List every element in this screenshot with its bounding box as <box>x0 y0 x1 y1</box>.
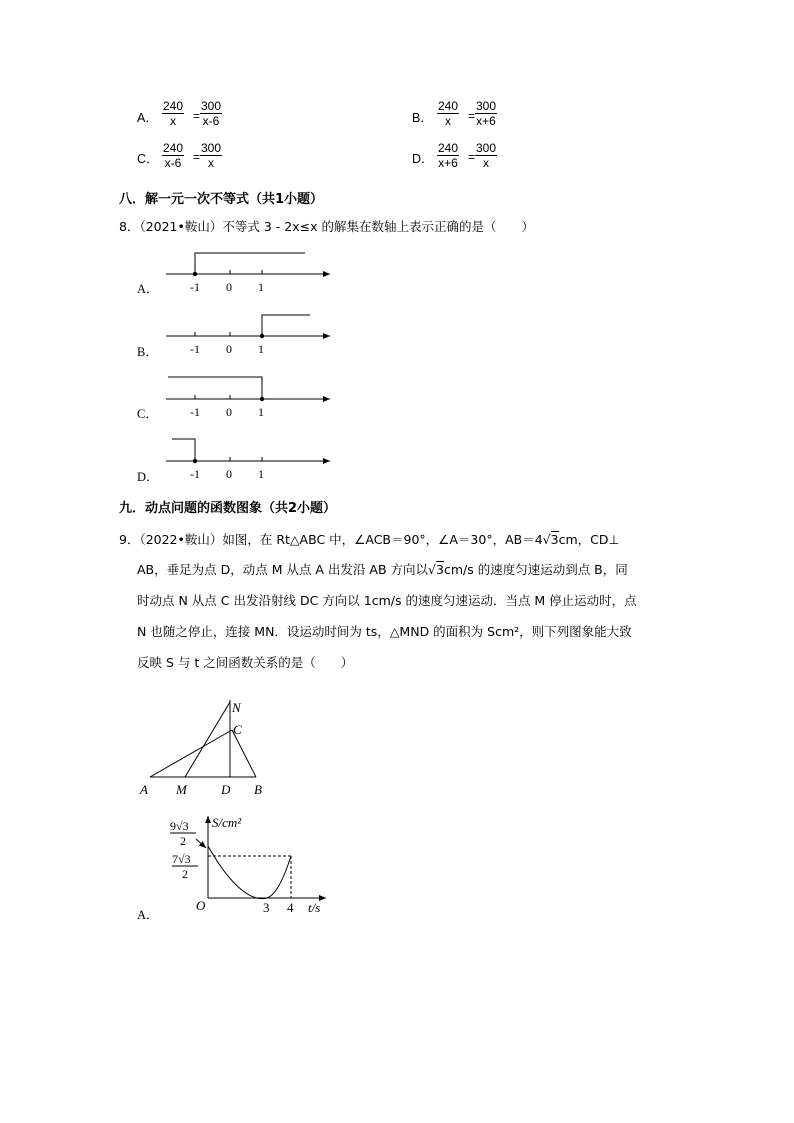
option-label: D． <box>137 470 159 484</box>
tick-label: 1 <box>258 342 264 356</box>
option-label: D． <box>412 152 434 166</box>
solution-ray <box>262 315 310 336</box>
label-m: M <box>176 782 187 797</box>
denominator: x-6 <box>202 114 220 128</box>
solid-dot <box>193 272 197 276</box>
y-label-top-numerator: 9√3 <box>170 819 189 833</box>
fraction-right <box>200 99 222 128</box>
q8-option-b-line[interactable] <box>137 315 330 359</box>
segment-ac <box>150 730 232 777</box>
q9-triangle-figure <box>130 690 280 802</box>
q9-graph-option-a[interactable] <box>130 808 340 928</box>
tick-label: 1 <box>258 405 264 419</box>
text-segment: cm，CD⊥ <box>558 532 620 547</box>
label-n: N <box>232 700 241 715</box>
tick-label: -1 <box>190 405 200 419</box>
segment-cb <box>232 730 256 777</box>
sqrt-radicand: 3 <box>436 562 444 577</box>
numerator: 300 <box>476 99 497 113</box>
pointer-arrow <box>196 839 206 848</box>
question-9-line-4: N 也随之停止，连接 MN．设运动时间为 ts，△MND 的面积为 Scm²，则下列图象能大致 <box>137 624 632 639</box>
numerator: 240 <box>438 141 459 155</box>
tick-label: -1 <box>190 342 200 356</box>
sqrt-sign: √ <box>542 532 551 547</box>
fraction-left <box>437 99 459 128</box>
option-label: C． <box>137 407 158 421</box>
tick-label: 0 <box>226 405 232 419</box>
denominator: x+6 <box>438 156 458 170</box>
option-label: B． <box>412 111 433 125</box>
section-heading-9: 九．动点问题的函数图象（共2小题） <box>119 501 337 516</box>
x-tick-3: 3 <box>263 900 270 915</box>
label-c: C <box>233 722 242 737</box>
fraction-right <box>475 99 497 128</box>
option-label: A． <box>137 282 159 296</box>
equals-sign: = <box>193 150 201 164</box>
numerator: 300 <box>201 141 222 155</box>
curve <box>208 846 291 899</box>
origin-label: O <box>196 898 206 913</box>
tick-label: 0 <box>226 467 232 481</box>
q8-number-lines <box>130 244 350 484</box>
tick-label: -1 <box>190 280 200 294</box>
numerator: 240 <box>163 141 184 155</box>
denominator: x-6 <box>164 156 182 170</box>
fraction-right <box>475 141 497 170</box>
x-tick-4: 4 <box>287 900 294 915</box>
solution-ray <box>168 377 262 399</box>
label-b: B <box>254 782 262 797</box>
tick-label: 0 <box>226 342 232 356</box>
tick-label: -1 <box>190 467 200 481</box>
tick-label: 0 <box>226 280 232 294</box>
denominator: x+6 <box>476 114 496 128</box>
sqrt-sign: √ <box>428 562 436 577</box>
denominator: x <box>170 114 177 128</box>
label-d: D <box>221 782 231 797</box>
numerator: 300 <box>201 99 222 113</box>
q8-option-d-line[interactable] <box>137 439 330 484</box>
equals-sign: = <box>468 150 476 164</box>
option-label: A． <box>137 908 159 922</box>
question-9-line-1 <box>119 527 619 553</box>
fraction-left <box>162 99 184 128</box>
solution-ray <box>172 439 195 461</box>
text-segment: cm/s 的速度匀速运动到点 B，同 <box>443 562 628 577</box>
y-label-top-denominator: 2 <box>180 834 186 848</box>
question-9-line-5: 反映 S 与 t 之间函数关系的是（ ） <box>137 655 354 670</box>
y-label-mid-denominator: 2 <box>182 867 188 881</box>
sqrt-radicand: 3 <box>550 532 559 547</box>
y-label-mid-numerator: 7√3 <box>172 852 191 866</box>
section-heading-8: 八．解一元一次不等式（共1小题） <box>119 192 324 207</box>
denominator: x <box>483 156 490 170</box>
q8-option-c-line[interactable] <box>137 377 330 421</box>
solid-dot <box>260 397 264 401</box>
equals-sign: = <box>193 109 201 123</box>
q8-option-a-line[interactable] <box>137 253 330 296</box>
question-9-line-2 <box>137 557 628 583</box>
solid-dot <box>193 459 197 463</box>
denominator: x <box>445 114 452 128</box>
label-a: A <box>140 782 148 797</box>
option-label: B． <box>137 345 158 359</box>
numerator: 240 <box>438 99 459 113</box>
question-8-text: 8．（2021•鞍山）不等式 3 - 2x≤x 的解集在数轴上表示正确的是（ ） <box>119 219 534 234</box>
y-axis-label: S/cm² <box>212 815 242 830</box>
fraction-right <box>200 141 222 170</box>
numerator: 300 <box>476 141 497 155</box>
option-label: C． <box>137 152 159 166</box>
segment-mn <box>185 702 230 777</box>
fraction-left <box>437 141 459 170</box>
solution-ray <box>195 253 305 274</box>
equals-sign: = <box>468 109 476 123</box>
option-label: A． <box>137 111 158 125</box>
solid-dot <box>260 334 264 338</box>
x-axis-label: t/s <box>308 900 321 915</box>
numerator: 240 <box>163 99 184 113</box>
fraction-left <box>162 141 184 170</box>
tick-label: 1 <box>258 467 264 481</box>
denominator: x <box>208 156 215 170</box>
question-9-line-3: 时动点 N 从点 C 出发沿射线 DC 方向以 1cm/s 的速度匀速运动．当点 M 停止运动时，点 <box>137 593 637 608</box>
text-segment: 9．（2022•鞍山）如图，在 Rt△ABC 中，∠ACB＝90°，∠A＝30°，AB＝4 <box>119 532 543 547</box>
text-segment: AB，垂足为点 D，动点 M 从点 A 出发沿 AB 方向以 <box>137 562 429 577</box>
tick-label: 1 <box>258 280 264 294</box>
